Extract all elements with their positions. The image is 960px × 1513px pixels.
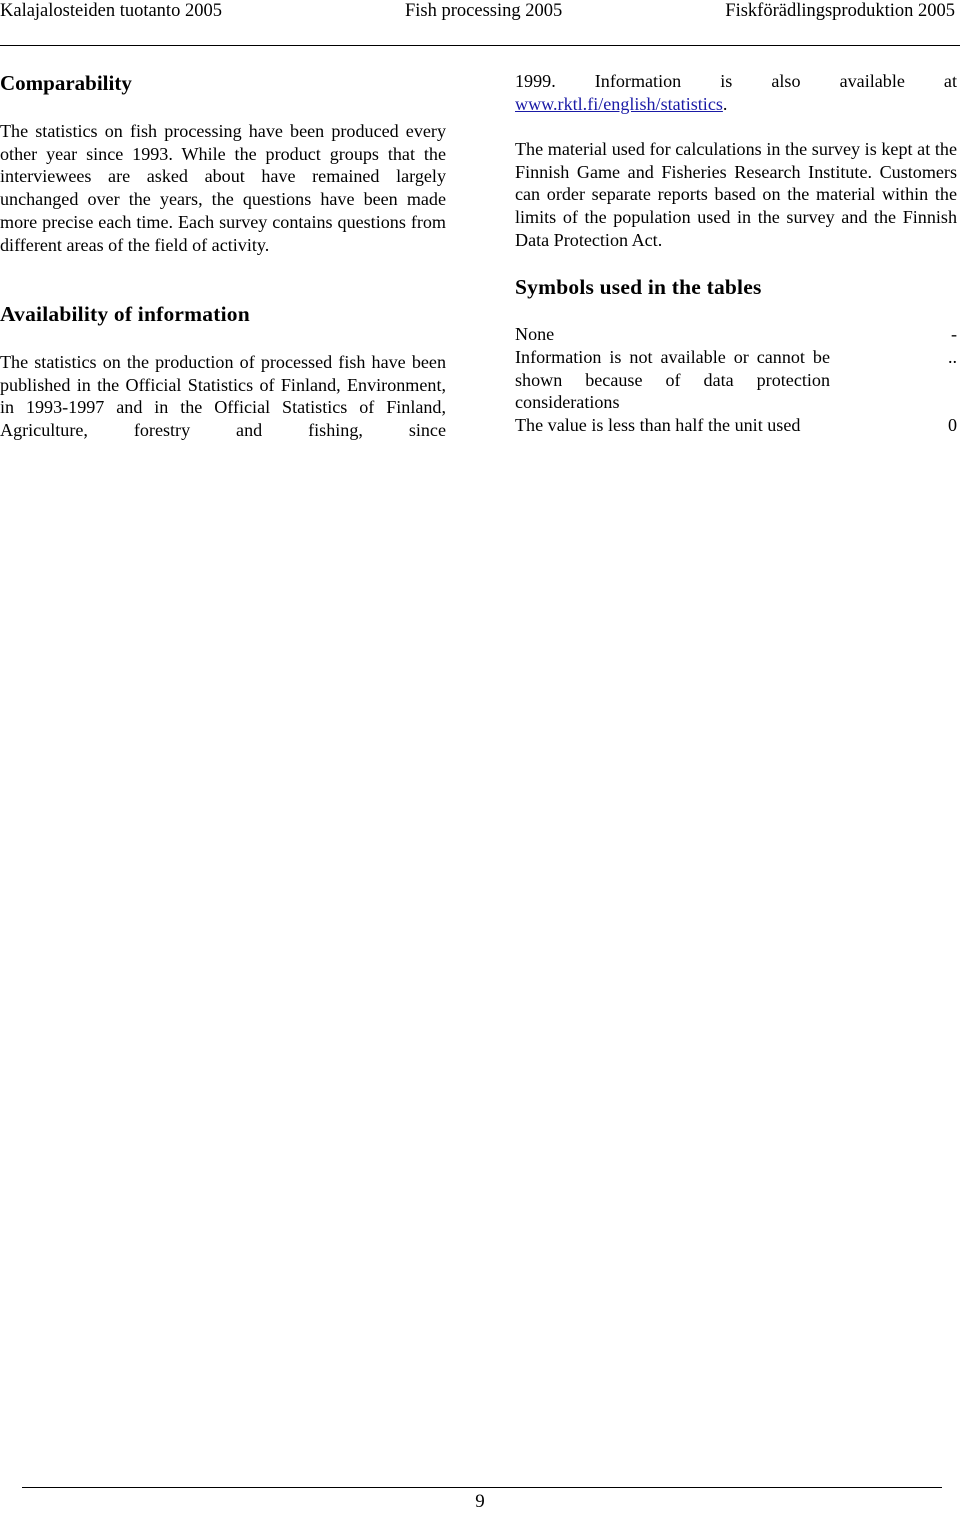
page-header bbox=[0, 0, 960, 46]
header-finnish-title: Kalajalosteiden tuotanto 2005 bbox=[0, 1, 222, 21]
page-number: 9 bbox=[475, 1491, 485, 1512]
symbol-row bbox=[515, 323, 957, 346]
comparability-text: The statistics on fish processing have been produced every other year since 1993. While the product groups that the interviewees are asked about have remained largely unchanged over the years, the questions have been made more precise each time. Each survey contains questions from different areas of the field of activity. bbox=[0, 121, 446, 255]
availability-text-right: 1999. Information is also available at bbox=[515, 71, 957, 91]
symbol-row bbox=[515, 414, 957, 437]
header-swedish-title: Fiskförädlingsproduktion 2005 bbox=[725, 1, 955, 21]
availability-text-left: The statistics on the production of processed fish have been published in the Official Statistics of Finland, Environment, in 1993-1997 and in the Official Statistics of Finland, Agriculture, forestry and fishing, since bbox=[0, 352, 446, 441]
symbol-label: Information is not available or cannot be shown because of data protection considerations bbox=[515, 347, 830, 413]
symbol-row bbox=[515, 346, 957, 415]
symbol-value: 0 bbox=[947, 415, 957, 435]
statistics-link[interactable]: www.rktl.fi/english/statistics bbox=[515, 94, 723, 114]
statistics-link-line bbox=[515, 93, 957, 116]
footer-divider bbox=[22, 1487, 942, 1488]
symbol-value: - bbox=[950, 324, 957, 344]
availability-heading: Availability of information bbox=[0, 302, 250, 326]
symbol-label: None bbox=[515, 324, 555, 344]
symbol-label: The value is less than half the unit used bbox=[515, 415, 801, 435]
link-suffix: . bbox=[722, 94, 728, 114]
header-english-title: Fish processing 2005 bbox=[405, 1, 563, 21]
symbols-heading: Symbols used in the tables bbox=[515, 275, 762, 299]
material-text: The material used for calculations in the survey is kept at the Finnish Game and Fisheries Research Institute. Customers can order separate reports based on the material within the limits of the population used in the survey and the Finnish Data Protection Act. bbox=[515, 139, 957, 250]
comparability-heading: Comparability bbox=[0, 71, 132, 95]
symbol-value: .. bbox=[947, 347, 957, 367]
